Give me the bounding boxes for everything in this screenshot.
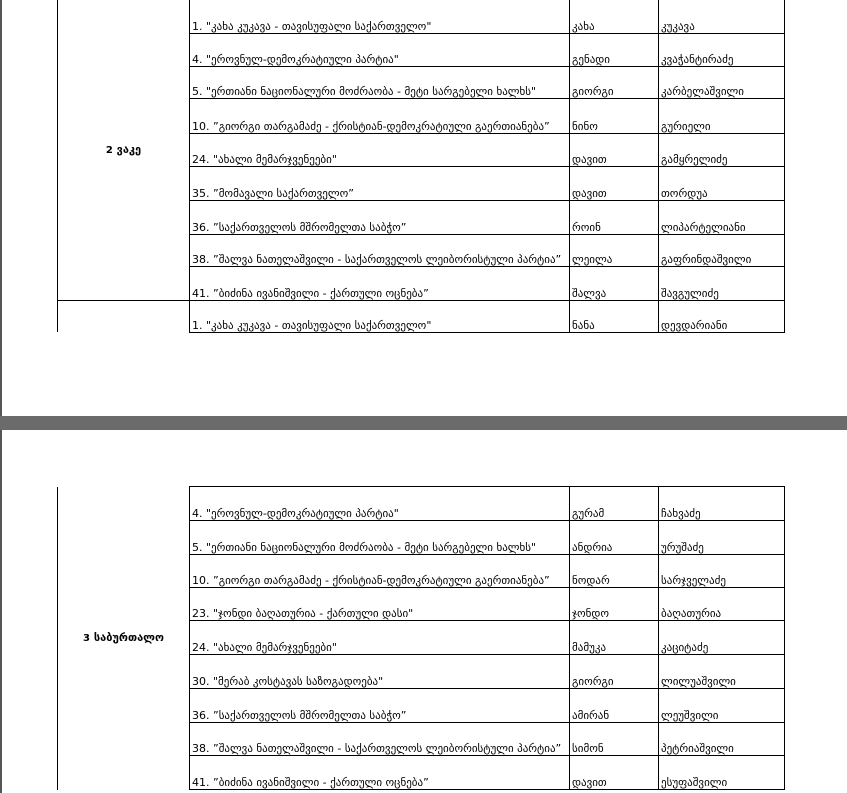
party-cell: 5. "ერთიანი ნაციონალური მოძრაობა - მეტი სარგებელი ხალხს": [190, 66, 570, 98]
party-cell: 41. ”ბიძინა ივანიშვილი - ქართული ოცნება”: [190, 756, 570, 790]
district-number: 3: [83, 633, 91, 644]
last-name-cell: ბაღათურია: [659, 588, 785, 621]
candidates-table-vake: [57, 0, 785, 333]
party-cell: 1. "კახა კუკავა - თავისუფალი საქართველო": [190, 300, 570, 332]
party-cell: 10. ”გიორგი თარგამაძე - ქრისტიან-დემოკრატიული გაერთიანება”: [190, 98, 570, 133]
table-row: [58, 487, 785, 521]
last-name-cell: ლილუაშვილი: [659, 655, 785, 689]
first-name-cell: ლეილა: [570, 234, 659, 266]
first-name-cell: ჯონდო: [570, 588, 659, 621]
last-name-cell: ესუფაშვილი: [659, 756, 785, 790]
table-row: [58, 0, 785, 33]
party-cell: 1. "კახა კუკავა - თავისუფალი საქართველო": [190, 0, 570, 33]
last-name-cell: კუკავა: [659, 0, 785, 33]
last-name-cell: პეტრიაშვილი: [659, 723, 785, 756]
party-cell: 36. ”საქართველოს მშრომელთა საბჭო”: [190, 689, 570, 723]
first-name-cell: ანდრია: [570, 521, 659, 555]
candidates-table-saburtalo: [57, 486, 785, 790]
party-cell: 38. ”შალვა ნათელაშვილი - საქართველოს ლეიბორისტული პარტია”: [190, 723, 570, 756]
last-name-cell: ლიპარტელიანი: [659, 200, 785, 234]
last-name-cell: ურუშაძე: [659, 521, 785, 555]
first-name-cell: კახა: [570, 0, 659, 33]
district-name: საბურთალო: [93, 631, 164, 644]
table-row: [58, 300, 785, 332]
first-name-cell: დავით: [570, 166, 659, 200]
document-page-2: [0, 430, 847, 793]
first-name-cell: ნანა: [570, 300, 659, 332]
first-name-cell: ამირან: [570, 689, 659, 723]
party-cell: 30. "მერაბ კოსტავას საზოგადოება": [190, 655, 570, 689]
first-name-cell: დავით: [570, 756, 659, 790]
party-cell: 24. "ახალი მემარჯვენეები": [190, 621, 570, 655]
first-name-cell: გიორგი: [570, 655, 659, 689]
page-separator: [0, 416, 847, 430]
party-cell: 36. ”საქართველოს მშრომელთა საბჭო”: [190, 200, 570, 234]
last-name-cell: კვაჭანტირაძე: [659, 33, 785, 66]
first-name-cell: ნინო: [570, 98, 659, 133]
district-cell: [58, 0, 190, 300]
last-name-cell: სარჯველაძე: [659, 555, 785, 588]
party-cell: 4. "ეროვნულ-დემოკრატიული პარტია": [190, 487, 570, 521]
party-cell: 23. "ჯონდი ბაღათურია - ქართული დასი": [190, 588, 570, 621]
party-cell: 38. ”შალვა ნათელაშვილი - საქართველოს ლეიბორისტული პარტია”: [190, 234, 570, 266]
party-cell: 5. "ერთიანი ნაციონალური მოძრაობა - მეტი სარგებელი ხალხს": [190, 521, 570, 555]
first-name-cell: როინ: [570, 200, 659, 234]
party-cell: 24. "ახალი მემარჯვენეები": [190, 133, 570, 166]
first-name-cell: ნოდარ: [570, 555, 659, 588]
district-number: 2: [105, 144, 113, 156]
last-name-cell: თორდუა: [659, 166, 785, 200]
first-name-cell: გურამ: [570, 487, 659, 521]
last-name-cell: კარბელაშვილი: [659, 66, 785, 98]
last-name-cell: გამყრელიძე: [659, 133, 785, 166]
district-name: ვაკე: [116, 142, 142, 156]
party-cell: 4. "ეროვნულ-დემოკრატიული პარტია": [190, 33, 570, 66]
first-name-cell: დავით: [570, 133, 659, 166]
district-cell: [58, 487, 190, 790]
first-name-cell: სიმონ: [570, 723, 659, 756]
party-cell: 35. ”მომავალი საქართველო”: [190, 166, 570, 200]
next-district-cell: [58, 300, 190, 332]
party-cell: 41. ”ბიძინა ივანიშვილი - ქართული ოცნება”: [190, 266, 570, 300]
party-cell: 10. ”გიორგი თარგამაძე - ქრისტიან-დემოკრატიული გაერთიანება”: [190, 555, 570, 588]
last-name-cell: ლეუშვილი: [659, 689, 785, 723]
first-name-cell: შალვა: [570, 266, 659, 300]
last-name-cell: კაციტაძე: [659, 621, 785, 655]
last-name-cell: ჩახვაძე: [659, 487, 785, 521]
last-name-cell: დევდარიანი: [659, 300, 785, 332]
last-name-cell: გაფრინდაშვილი: [659, 234, 785, 266]
first-name-cell: მამუკა: [570, 621, 659, 655]
last-name-cell: გურიელი: [659, 98, 785, 133]
last-name-cell: შავგულიძე: [659, 266, 785, 300]
first-name-cell: გიორგი: [570, 66, 659, 98]
first-name-cell: გენადი: [570, 33, 659, 66]
